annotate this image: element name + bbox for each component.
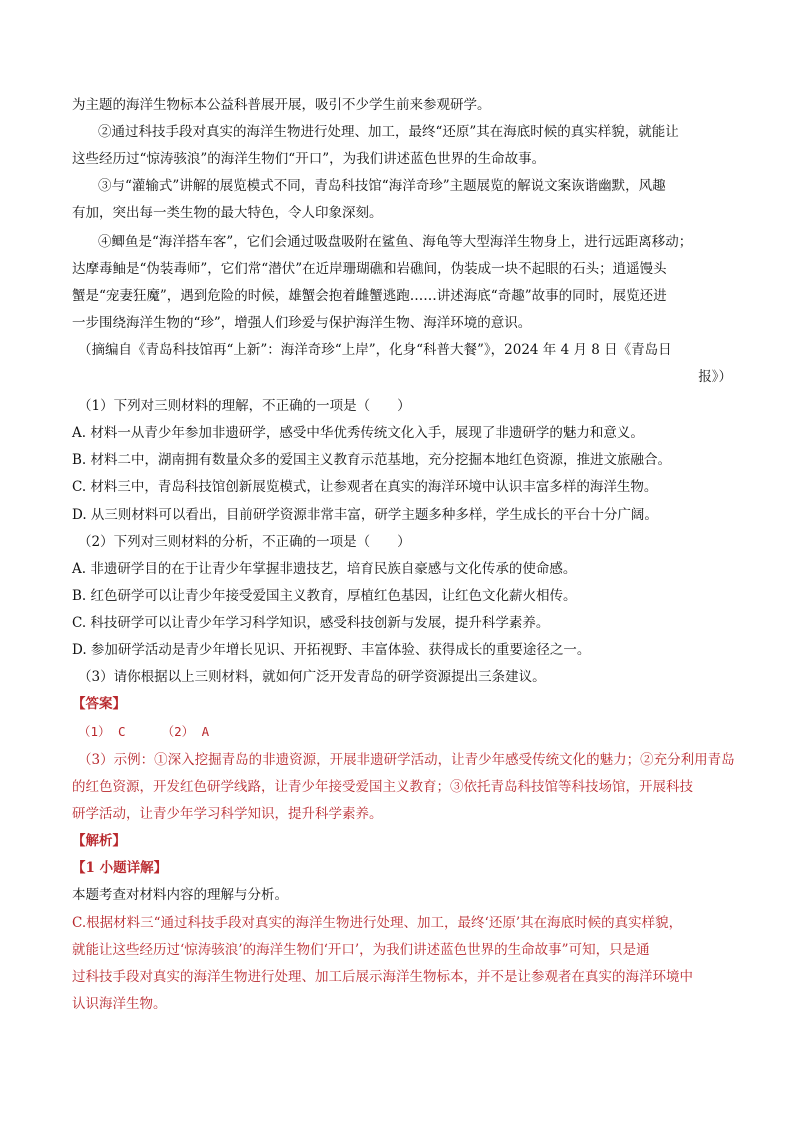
analysis-intro: 本题考查对材料内容的理解与分析。 — [72, 887, 288, 903]
question-3-stem: （3）请你根据以上三则材料，就如何广泛开发青岛的研学资源提出三条建议。 — [78, 669, 546, 685]
question-2-option-a: A. 非遗研学目的在于让青少年掌握非遗技艺，培育民族自豪感与文化传承的使命感。 — [72, 561, 577, 577]
analysis-option-c-cont: 就能让这些经历过‘惊涛骇浪’的海洋生物们‘开口’，为我们讲述蓝色世界的生命故事”可知，只是通 — [72, 942, 650, 958]
passage-paragraph-3-cont: 有加，突出每一类生物的最大特色，令人印象深刻。 — [72, 205, 383, 221]
analysis-option-c: C.根据材料三“通过科技手段对真实的海洋生物进行处理、加工，最终‘还原’其在海底时候的真实样貌， — [72, 915, 683, 931]
analysis-option-c-cont: 认识海洋生物。 — [72, 996, 167, 1012]
question-2-option-d: D. 参加研学活动是青少年增长见识、开拓视野、丰富体验、获得成长的重要途径之一。 — [72, 642, 591, 658]
passage-source-cont: 报》） — [698, 369, 732, 385]
answer-3-line-cont: 研学活动，让青少年学习科学知识，提升科学素养。 — [72, 806, 383, 822]
passage-paragraph-4-cont: 达摩毒鲉是“伪装毒师”，它们常“潜伏”在近岸珊瑚礁和岩礁间，伪装成一块不起眼的石头；逍遥馒头 — [72, 261, 667, 277]
answer-row — [78, 722, 738, 742]
question-2-stem: （2）下列对三则材料的分析，不正确的一项是（ ） — [78, 534, 411, 550]
analysis-subheading: 【1 小题详解】 — [72, 860, 168, 876]
answer-2: （2） A — [161, 724, 210, 739]
passage-source: （摘编自《青岛科技馆再“上新”：海洋奇珍“上岸”，化身“科普大餐”》，2024 年 4 月 8 日《青岛日 — [78, 342, 672, 358]
passage-line: 为主题的海洋生物标本公益科普展开展，吸引不少学生前来参观研学。 — [72, 97, 491, 113]
passage-paragraph-2-cont: 这些经历过“惊涛骇浪”的海洋生物们“开口”，为我们讲述蓝色世界的生命故事。 — [72, 151, 546, 167]
answer-heading: 【答案】 — [72, 696, 126, 712]
question-1-stem: （1）下列对三则材料的理解，不正确的一项是（ ） — [78, 398, 411, 414]
question-2-option-c: C. 科技研学可以让青少年学习科学知识，感受科技创新与发展，提升科学素养。 — [72, 615, 550, 631]
passage-paragraph-3: ③与“灌输式”讲解的展览模式不同，青岛科技馆“海洋奇珍”主题展览的解说文案诙谐幽默，风趣 — [98, 178, 666, 194]
answer-3-line-cont: 的红色资源，开发红色研学线路，让青少年接受爱国主义教育；③依托青岛科技馆等科技场馆，开展科技 — [72, 779, 693, 795]
question-1-option-a: A. 材料一从青少年参加非遗研学，感受中华优秀传统文化入手，展现了非遗研学的魅力和意义。 — [72, 425, 644, 441]
analysis-heading: 【解析】 — [72, 833, 126, 849]
analysis-option-c-cont: 过科技手段对真实的海洋生物进行处理、加工后展示海洋生物标本，并不是让参观者在真实的海洋环境中 — [72, 969, 693, 985]
passage-paragraph-4-cont: 一步围绕海洋生物的“珍”，增强人们珍爱与保护海洋生物、海洋环境的意识。 — [72, 315, 532, 331]
passage-paragraph-4-cont: 蟹是“宠妻狂魔”，遇到危险的时候，雄蟹会抱着雌蟹逃跑……讲述海底“奇趣”故事的同时，展览还进 — [72, 288, 667, 304]
passage-paragraph-2: ②通过科技手段对真实的海洋生物进行处理、加工，最终“还原”其在海底时候的真实样貌，就能让 — [98, 124, 679, 140]
question-1-option-c: C. 材料三中，青岛科技馆创新展览模式，让参观者在真实的海洋环境中认识丰富多样的海洋生物。 — [72, 479, 658, 495]
answer-3-line: （3）示例：①深入挖掘青岛的非遗资源，开展非遗研学活动，让青少年感受传统文化的魅力；②充分利用青岛 — [78, 752, 735, 768]
question-2-option-b: B. 红色研学可以让青少年接受爱国主义教育，厚植红色基因，让红色文化薪火相传。 — [72, 588, 577, 604]
question-1-option-d: D. 从三则材料可以看出，目前研学资源非常丰富，研学主题多种多样，学生成长的平台十分广阔。 — [72, 507, 658, 523]
passage-paragraph-4: ④鲫鱼是“海洋搭车客”，它们会通过吸盘吸附在鲨鱼、海龟等大型海洋生物身上，进行远距离移动； — [98, 234, 693, 250]
answer-1: （1） C — [78, 724, 126, 739]
question-1-option-b: B. 材料二中，湖南拥有数量众多的爱国主义教育示范基地，充分挖掘本地红色资源，推进文旅融合。 — [72, 452, 672, 468]
